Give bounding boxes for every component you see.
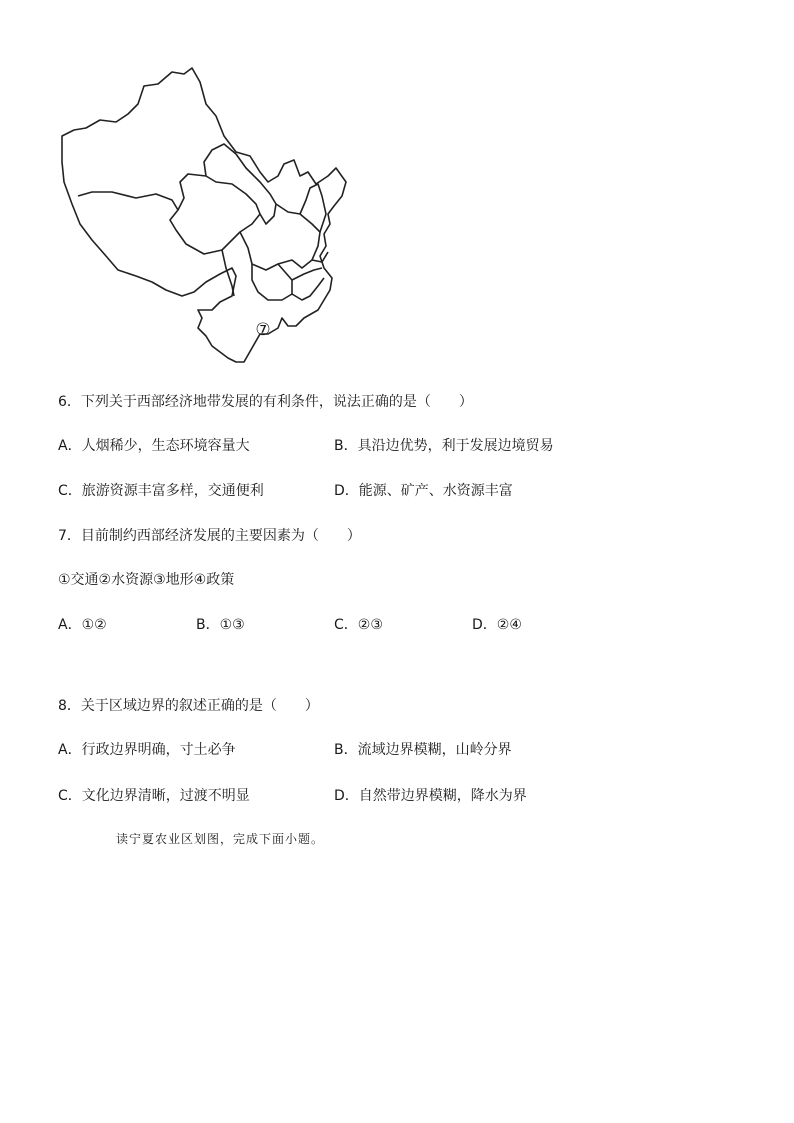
question-7-stem: 7．目前制约西部经济发展的主要因素为（ ） [58, 528, 361, 544]
question-7-option-b[interactable]: B．①③ [196, 617, 245, 633]
question-6-option-c[interactable]: C．旅游资源丰富多样，交通便利 [58, 483, 264, 499]
question-6-option-b[interactable]: B．具沿边优势，利于发展边境贸易 [334, 438, 554, 454]
question-7-option-c[interactable]: C．②③ [334, 617, 383, 633]
next-section-instruction: 读宁夏农业区划图，完成下面小题。 [116, 832, 325, 846]
question-7-option-a[interactable]: A．①② [58, 617, 107, 633]
question-7-factors: ①交通②水资源③地形④政策 [58, 572, 235, 588]
question-6-option-a[interactable]: A．人烟稀少，生态环境容量大 [58, 438, 250, 454]
question-6-option-d[interactable]: D．能源、矿产、水资源丰富 [334, 483, 513, 499]
region-number-seven: ⑦ [255, 320, 271, 340]
question-7-option-d[interactable]: D．②④ [472, 617, 522, 633]
map-outline [56, 64, 356, 364]
western-china-map [56, 64, 356, 364]
question-8-option-a[interactable]: A．行政边界明确，寸土必争 [58, 742, 236, 758]
question-6-stem: 6．下列关于西部经济地带发展的有利条件，说法正确的是（ ） [58, 394, 473, 410]
question-8-option-d[interactable]: D．自然带边界模糊，降水为界 [334, 788, 527, 804]
question-8-option-c[interactable]: C．文化边界清晰，过渡不明显 [58, 788, 250, 804]
question-8-option-b[interactable]: B．流域边界模糊，山岭分界 [334, 742, 512, 758]
question-8-stem: 8．关于区域边界的叙述正确的是（ ） [58, 698, 319, 714]
